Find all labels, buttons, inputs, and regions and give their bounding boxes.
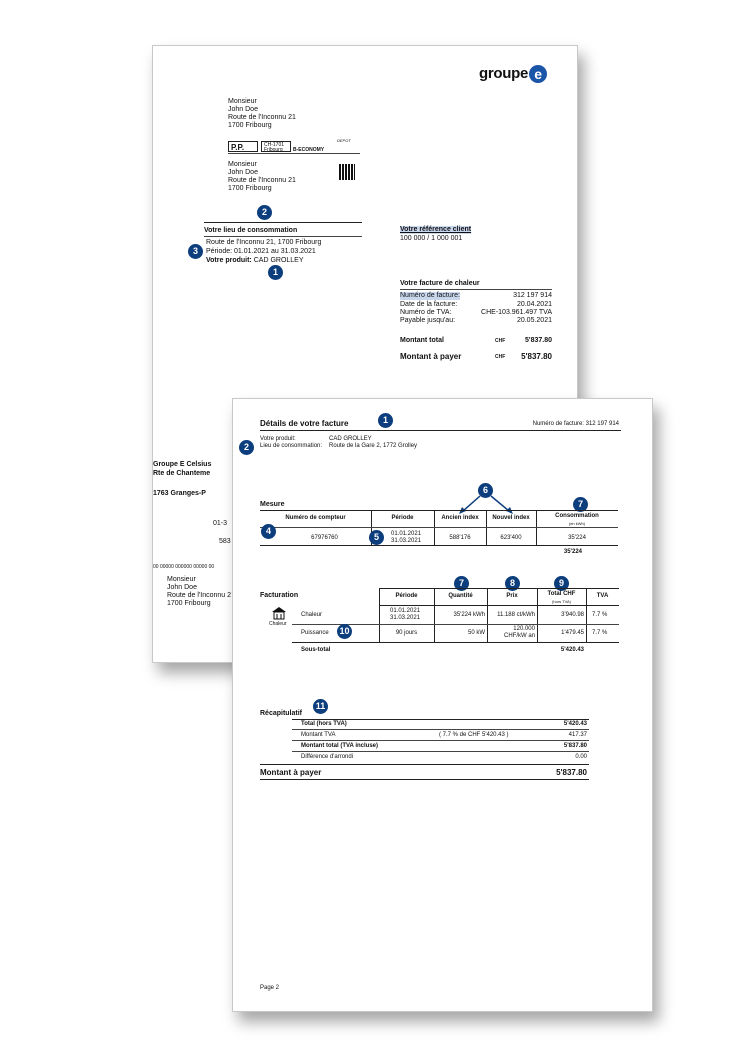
divider xyxy=(204,222,362,223)
produit-value: CAD GROLLEY xyxy=(329,436,372,442)
sender-line: Route de l'Inconnu 21 xyxy=(228,114,296,121)
recap-value: 417.37 xyxy=(568,732,587,738)
invoice-number: Numéro de facture: 312 197 914 xyxy=(532,421,619,427)
col-header: Ancien index xyxy=(441,515,479,521)
col-header: TVA xyxy=(596,593,609,599)
recap-value: 0.00 xyxy=(575,754,587,760)
produit-label: Votre produit: xyxy=(206,257,252,264)
facture-row-value: 20.04.2021 xyxy=(516,301,552,308)
divider xyxy=(292,719,589,720)
unit-label: (hors TVA) xyxy=(552,599,571,604)
col-header: Numéro de compteur xyxy=(285,515,346,521)
compteur-value: 67976760 xyxy=(311,535,338,541)
invoice-page-2 xyxy=(232,398,653,1012)
facture-title: Votre facture de chaleur xyxy=(400,280,480,287)
payee-line: 1763 Granges-P xyxy=(153,490,206,497)
facture-row-label: Numéro de facture: xyxy=(400,292,460,299)
badge-2: 2 xyxy=(257,205,272,220)
periode-start: 01.01.2021 xyxy=(391,531,422,537)
ref-value: 100 000 / 1 000 001 xyxy=(400,235,463,242)
badge-1: 1 xyxy=(268,265,283,280)
unit-label: (en kWh) xyxy=(568,521,586,526)
quantite-value: 35'224 kWh xyxy=(453,612,485,618)
arrows-icon xyxy=(453,494,523,516)
subtotal-value: 5'420.43 xyxy=(560,647,584,653)
col-header: Total CHF xyxy=(547,591,576,597)
payee-line: Groupe E Celsius xyxy=(153,461,212,468)
divider xyxy=(260,764,589,765)
divider xyxy=(292,751,589,752)
periode-end: 31.03.2021 xyxy=(390,615,421,621)
slip-address-line: 1700 Fribourg xyxy=(167,600,211,607)
col-header: Nouvel index xyxy=(492,515,530,521)
facture-row-label: Date de la facture: xyxy=(400,301,458,308)
recap-title: Récapitulatif xyxy=(260,710,303,717)
page-number: Page 2 xyxy=(260,985,280,991)
badge-5: 5 xyxy=(369,530,384,545)
sender-address xyxy=(228,98,296,130)
recap-value: 5'420.43 xyxy=(563,721,587,727)
facture-row-label: Numéro de TVA: xyxy=(400,309,452,316)
col-header: Période xyxy=(391,515,414,521)
badge-8: 8 xyxy=(505,576,520,591)
quantite-value: 50 kW xyxy=(467,630,485,636)
recipient-line: Route de l'Inconnu 21 xyxy=(228,177,296,184)
badge-3: 3 xyxy=(188,244,203,259)
row-label: Chaleur xyxy=(301,612,323,618)
periode-end: 31.03.2021 xyxy=(391,538,422,544)
ancien-index: 588'176 xyxy=(449,535,471,541)
logo-text: groupe xyxy=(479,65,529,82)
badge-7: 7 xyxy=(454,576,469,591)
recipient-address xyxy=(228,161,296,193)
badge-6: 6 xyxy=(478,483,493,498)
divider xyxy=(260,510,618,511)
badge-1: 1 xyxy=(378,413,393,428)
nouvel-index: 623'400 xyxy=(500,535,522,541)
lieu-value: Route de la Gare 2, 1772 Grolley xyxy=(329,443,418,449)
recipient-line: John Doe xyxy=(228,169,258,176)
col-header: Consommation xyxy=(555,513,599,519)
payee-line: Rte de Chanteme xyxy=(153,470,211,477)
periode-value: 90 jours xyxy=(395,630,418,636)
consommation-total: 35'224 xyxy=(563,549,582,555)
recap-label: Différence d'arrondi xyxy=(301,754,354,760)
col-header: Prix xyxy=(506,593,518,599)
slip-address xyxy=(167,576,231,608)
slip-address-line: John Doe xyxy=(167,584,197,591)
montant-payer-value: 5'837.80 xyxy=(521,352,552,361)
divider xyxy=(400,289,552,290)
divider xyxy=(260,527,618,528)
lieu-label: Lieu de consommation: xyxy=(260,443,323,449)
total-value: 3'940.98 xyxy=(561,612,584,618)
divider xyxy=(260,430,621,431)
pp-city: Fribourg xyxy=(264,147,283,153)
account-line: 01-3 xyxy=(213,520,228,527)
recap-detail: ( 7.7 % de CHF 5'420.43 ) xyxy=(439,732,509,738)
divider xyxy=(379,588,619,589)
mesure-title: Mesure xyxy=(260,501,285,508)
produit-label: Votre produit: xyxy=(260,436,296,442)
sender-line: Monsieur xyxy=(228,98,257,105)
divider xyxy=(292,729,589,730)
slip-address-line: Route de l'Inconnu 2 xyxy=(167,592,231,599)
recap-label: Total (hors TVA) xyxy=(301,721,347,727)
col-header: Période xyxy=(395,593,418,599)
currency: CHF xyxy=(495,338,506,344)
pp-service: B-ECONOMY xyxy=(293,147,325,153)
pp-mark: P.P. xyxy=(231,143,245,152)
facture-row-value: CHE-103.961.497 TVA xyxy=(481,309,552,316)
periode-text: Période: 01.01.2021 au 31.03.2021 xyxy=(206,248,316,255)
divider xyxy=(292,740,589,741)
divider xyxy=(379,605,619,606)
row-label: Puissance xyxy=(301,630,329,636)
icon-label: Chaleur xyxy=(269,621,287,627)
lieu-title: Votre lieu de consommation xyxy=(204,227,298,234)
montant-payer-value: 5'837.80 xyxy=(556,768,587,777)
badge-4: 4 xyxy=(261,524,276,539)
qr-code-icon xyxy=(339,164,355,180)
recap-label: Montant TVA xyxy=(301,732,336,738)
facture-row-value: 312 197 914 xyxy=(513,292,552,299)
divider xyxy=(260,545,618,546)
consommation-value: 35'224 xyxy=(568,535,586,541)
sender-line: 1700 Fribourg xyxy=(228,122,272,129)
lieu-address: Route de l'Inconnu 21, 1700 Fribourg xyxy=(206,239,322,246)
badge-10: 10 xyxy=(337,624,352,639)
col-header: Quantité xyxy=(448,593,473,599)
slip-address-line: Monsieur xyxy=(167,576,196,583)
pp-stamp xyxy=(228,141,258,152)
badge-11: 11 xyxy=(313,699,328,714)
divider xyxy=(228,153,360,154)
prix-unit: CHF/kW an xyxy=(503,633,535,639)
divider xyxy=(292,642,619,643)
recap-value: 5'837.80 xyxy=(563,743,587,749)
badge-7: 7 xyxy=(573,497,588,512)
ref-title: Votre référence client xyxy=(400,226,472,233)
recap-label: Montant total (TVA incluse) xyxy=(301,743,378,749)
groupe-e-logo xyxy=(479,65,547,83)
montant-payer-label: Montant à payer xyxy=(400,352,462,361)
prix-value: 120.000 xyxy=(513,626,535,632)
badge-2: 2 xyxy=(239,440,254,455)
slip-code: 00 00000 000000 00000 00 xyxy=(153,564,215,570)
account-line: 583 xyxy=(219,538,231,545)
recipient-line: Monsieur xyxy=(228,161,257,168)
tva-value: 7.7 % xyxy=(592,630,608,636)
facturation-title: Facturation xyxy=(260,592,299,599)
currency: CHF xyxy=(495,354,506,360)
details-title: Détails de votre facture xyxy=(260,419,349,428)
pp-code: CH-1701 xyxy=(264,142,285,148)
total-value: 1'479.45 xyxy=(561,630,584,636)
produit-value: CAD GROLLEY xyxy=(253,257,304,264)
montant-payer-label: Montant à payer xyxy=(260,768,322,777)
logo-e-icon: e xyxy=(529,65,547,83)
facture-row-label: Payable jusqu'au: xyxy=(400,317,456,324)
periode-start: 01.01.2021 xyxy=(390,608,421,614)
montant-total-label: Montant total xyxy=(400,337,444,344)
facture-row-value: 20.05.2021 xyxy=(516,317,552,324)
recipient-line: 1700 Fribourg xyxy=(228,185,272,192)
sender-line: John Doe xyxy=(228,106,258,113)
badge-9: 9 xyxy=(554,576,569,591)
montant-total-value: 5'837.80 xyxy=(525,337,552,344)
house-icon xyxy=(272,607,286,620)
divider xyxy=(260,779,589,780)
divider xyxy=(204,236,362,237)
prix-value: 11.188 ct/kWh xyxy=(497,612,535,618)
tva-value: 7.7 % xyxy=(592,612,608,618)
subtotal-label: Sous-total xyxy=(301,647,331,653)
post-logo: DEPOT xyxy=(337,138,351,143)
pp-code-box xyxy=(261,141,291,152)
